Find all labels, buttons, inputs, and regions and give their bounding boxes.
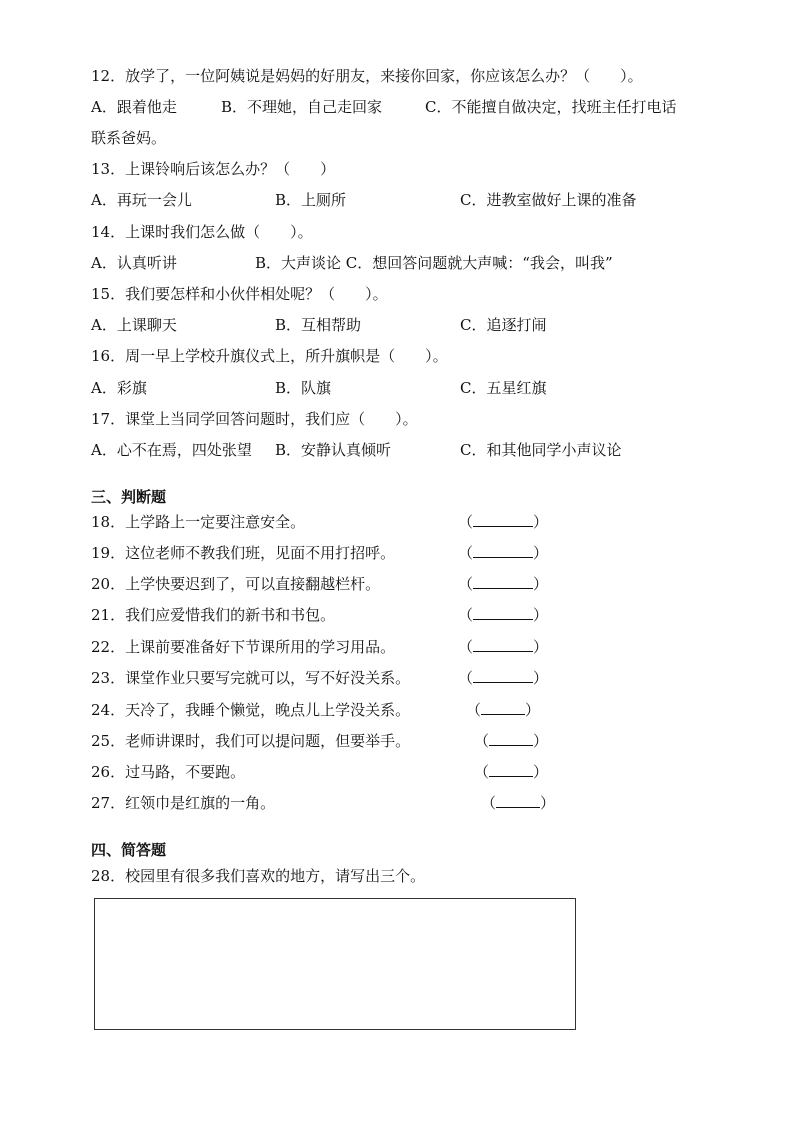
answer-box[interactable] <box>94 898 576 1030</box>
paren-close: ） <box>533 763 549 781</box>
answer-blank[interactable] <box>474 762 548 782</box>
paren-close: ） <box>533 544 549 562</box>
judgement-question-23: 23．课堂作业只要写完就可以，写不好没关系。 <box>91 669 411 687</box>
paren-close: ） <box>533 575 549 593</box>
paren-open: （ <box>458 513 474 531</box>
q14-option-a: A．认真听讲 <box>91 254 177 272</box>
blank-line[interactable] <box>473 512 533 527</box>
question-28: 28．校园里有很多我们喜欢的地方，请写出三个。 <box>91 867 426 885</box>
judgement-question-24: 24．天冷了，我睡个懒觉，晚点儿上学没关系。 <box>91 701 411 719</box>
answer-blank[interactable] <box>481 793 555 813</box>
q14-option-b-c: B．大声谈论 C．想回答问题就大声喊：“我会，叫我” <box>255 254 613 272</box>
paren-close: ） <box>533 513 549 531</box>
judgement-question-27: 27．红领巾是红旗的一角。 <box>91 794 276 812</box>
blank-line[interactable] <box>473 637 533 652</box>
blank-line[interactable] <box>489 731 533 746</box>
answer-blank[interactable] <box>458 637 548 657</box>
q13-option-c: C．进教室做好上课的准备 <box>460 191 637 209</box>
blank-line[interactable] <box>473 668 533 683</box>
paren-open: （ <box>458 606 474 624</box>
question-16: 16．周一早上学校升旗仪式上，所升旗帜是（ ）。 <box>91 347 448 365</box>
q16-option-b: B．队旗 <box>275 379 332 397</box>
q15-option-b: B．互相帮助 <box>275 316 362 334</box>
paren-close: ） <box>533 638 549 656</box>
blank-line[interactable] <box>489 762 533 777</box>
paren-open: （ <box>474 732 490 750</box>
answer-blank[interactable] <box>458 574 548 594</box>
q17-option-c: C．和其他同学小声议论 <box>460 441 622 459</box>
paren-open: （ <box>481 794 497 812</box>
paren-close: ） <box>540 794 556 812</box>
section-title-judgement: 三、判断题 <box>91 488 167 506</box>
answer-blank[interactable] <box>458 668 548 688</box>
paren-close: ） <box>533 669 549 687</box>
answer-blank[interactable] <box>466 700 540 720</box>
judgement-question-21: 21．我们应爱惜我们的新书和书包。 <box>91 606 336 624</box>
q16-option-c: C．五星红旗 <box>460 379 547 397</box>
q13-option-a: A．再玩一会儿 <box>91 191 192 209</box>
question-15: 15．我们要怎样和小伙伴相处呢？（ ）。 <box>91 285 388 303</box>
q12-option-b: B．不理她，自己走回家 <box>221 98 383 116</box>
q12-option-a: A．跟着他走 <box>91 98 177 116</box>
answer-blank[interactable] <box>458 512 548 532</box>
question-17: 17．课堂上当同学回答问题时，我们应（ ）。 <box>91 410 418 428</box>
blank-line[interactable] <box>473 605 533 620</box>
paren-close: ） <box>533 606 549 624</box>
paren-open: （ <box>466 701 482 719</box>
judgement-question-20: 20．上学快要迟到了，可以直接翻越栏杆。 <box>91 575 381 593</box>
q15-option-c: C．追逐打闹 <box>460 316 547 334</box>
answer-blank[interactable] <box>458 605 548 625</box>
judgement-question-19: 19．这位老师不教我们班，见面不用打招呼。 <box>91 544 396 562</box>
answer-blank[interactable] <box>458 543 548 563</box>
question-14: 14．上课时我们怎么做（ ）。 <box>91 223 313 241</box>
blank-line[interactable] <box>473 543 533 558</box>
q17-option-a: A．心不在焉，四处张望 <box>91 441 252 459</box>
paren-open: （ <box>458 638 474 656</box>
q13-option-b: B．上厕所 <box>275 191 347 209</box>
q12-option-c: C．不能擅自做决定，找班主任打电话 <box>425 98 677 116</box>
section-title-short-answer: 四、简答题 <box>91 841 167 859</box>
q15-option-a: A．上课聊天 <box>91 316 177 334</box>
judgement-question-22: 22．上课前要准备好下节课所用的学习用品。 <box>91 638 396 656</box>
paren-open: （ <box>458 669 474 687</box>
question-12: 12．放学了，一位阿姨说是妈妈的好朋友，来接你回家，你应该怎么办？（ ）。 <box>91 67 643 85</box>
paren-open: （ <box>458 575 474 593</box>
paren-open: （ <box>474 763 490 781</box>
q12-option-c-continued: 联系爸妈。 <box>91 129 167 147</box>
question-13: 13．上课铃响后该怎么办？（ ） <box>91 160 336 178</box>
blank-line[interactable] <box>481 700 525 715</box>
blank-line[interactable] <box>496 793 540 808</box>
paren-open: （ <box>458 544 474 562</box>
judgement-question-18: 18．上学路上一定要注意安全。 <box>91 513 306 531</box>
q16-option-a: A．彩旗 <box>91 379 147 397</box>
answer-blank[interactable] <box>474 731 548 751</box>
blank-line[interactable] <box>473 574 533 589</box>
paren-close: ） <box>525 701 541 719</box>
q17-option-b: B．安静认真倾听 <box>275 441 392 459</box>
judgement-question-25: 25．老师讲课时，我们可以提问题，但要举手。 <box>91 732 411 750</box>
paren-close: ） <box>533 732 549 750</box>
judgement-question-26: 26．过马路，不要跑。 <box>91 763 246 781</box>
